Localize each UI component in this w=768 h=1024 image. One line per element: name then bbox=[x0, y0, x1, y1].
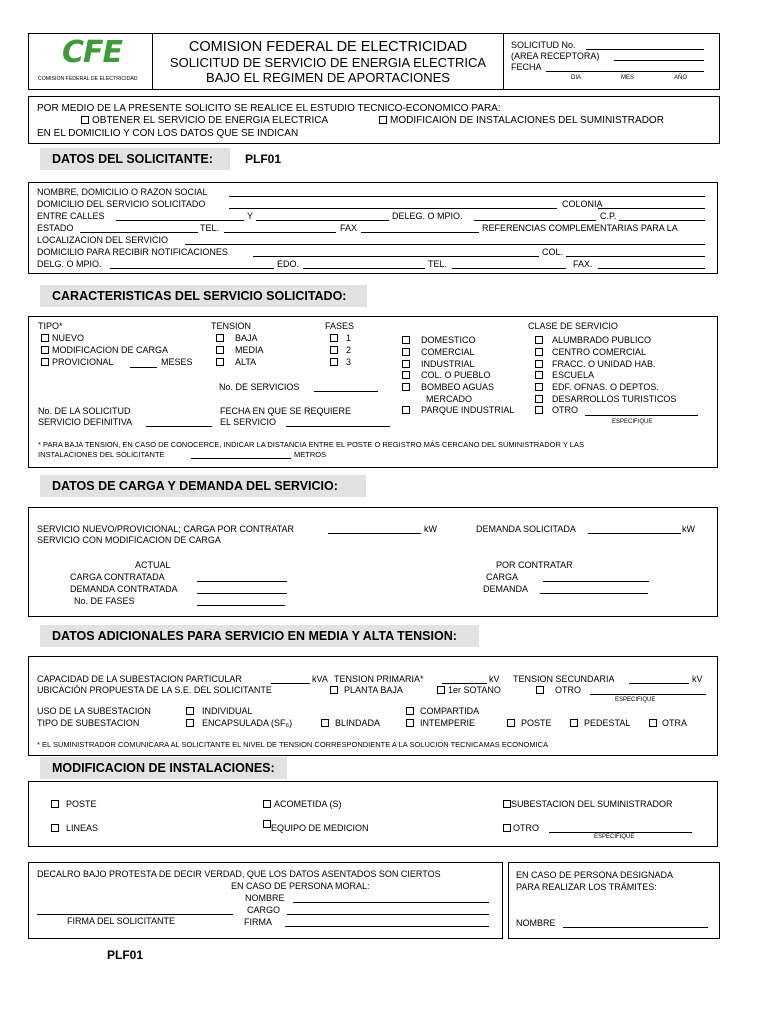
y-label: Y bbox=[247, 211, 254, 221]
opt-planta-baja[interactable] bbox=[330, 685, 403, 696]
estado-label: ESTADO bbox=[37, 223, 74, 233]
tel-field[interactable] bbox=[224, 232, 336, 233]
checkbox[interactable] bbox=[535, 348, 543, 356]
fase-3-label: 3 bbox=[346, 357, 352, 367]
checkbox[interactable] bbox=[41, 334, 49, 342]
checkbox[interactable] bbox=[535, 395, 543, 403]
no-fases-label: No. DE FASES bbox=[74, 596, 135, 606]
uso-bombeo-label: BOMBEO AGUAS bbox=[421, 382, 495, 392]
por-contratar-label: POR CONTRATAR bbox=[496, 560, 573, 570]
opt-otra[interactable] bbox=[649, 718, 687, 729]
moral-firma-field[interactable] bbox=[285, 926, 489, 927]
uso-col-pueblo[interactable] bbox=[402, 370, 491, 381]
declaro-text: DECALRO BAJO PROTESTA DE DECIR VERDAD, QUE LOS DATOS ASENTADOS SON CIERTOS bbox=[37, 869, 441, 879]
carga-modif-label: SERVICIO CON MODIFICACION DE CARGA bbox=[37, 535, 221, 545]
cp-field[interactable] bbox=[619, 220, 705, 221]
mod-poste[interactable] bbox=[51, 799, 97, 810]
delg-label: DELG. O MPIO. bbox=[37, 259, 102, 269]
clase-edf-label: EDF. OFNAS. O DEPTOS. bbox=[552, 382, 659, 392]
fecha-mes: MES bbox=[621, 75, 635, 81]
domicilio-notif-field[interactable] bbox=[253, 256, 539, 257]
tel2-label: TEL. bbox=[428, 259, 448, 269]
checkbox[interactable] bbox=[330, 334, 338, 342]
edo-label: EDO. bbox=[277, 259, 300, 269]
carga-kw: kW bbox=[424, 524, 437, 534]
fase-3[interactable] bbox=[330, 357, 351, 368]
tension-prim-field[interactable] bbox=[442, 683, 487, 684]
checkbox[interactable] bbox=[216, 334, 224, 342]
uso-industrial-label: INDUSTRIAL bbox=[421, 359, 475, 369]
tension-sec-field[interactable] bbox=[629, 683, 689, 684]
tipo-modificacion-label: MODIFICACION DE CARGA bbox=[52, 345, 169, 355]
solicitud-no-field[interactable] bbox=[586, 49, 704, 50]
demanda-contratada-field[interactable] bbox=[197, 593, 287, 594]
tension-prim-label: TENSION PRIMARIA* bbox=[334, 674, 424, 684]
localizacion-field[interactable] bbox=[185, 244, 705, 245]
especifique-label: ESPECIFIQUE bbox=[612, 419, 653, 425]
domicilio-notif-label: DOMICILIO PARA RECIBIR NOTIFICACIONES bbox=[37, 247, 228, 257]
deleg-field[interactable] bbox=[474, 220, 596, 221]
y-field[interactable] bbox=[256, 220, 389, 221]
estado-field[interactable] bbox=[80, 232, 198, 233]
referencias-label: REFERENCIAS COMPLEMENTARIAS PARA LA bbox=[482, 223, 678, 233]
fax2-label: FAX. bbox=[573, 259, 593, 269]
uso-label: USO DE LA SUBESTACION bbox=[37, 706, 151, 716]
header-divider-2 bbox=[503, 33, 504, 90]
uso-mercado-label: MERCADO bbox=[426, 394, 473, 404]
opt-individual-label: INDIVIDUAL bbox=[202, 706, 253, 716]
fecha-anio: AÑO bbox=[674, 75, 688, 81]
tension-baja[interactable] bbox=[216, 333, 258, 344]
cfe-logo-text: CFE bbox=[61, 35, 122, 70]
uso-parque[interactable] bbox=[402, 405, 514, 416]
checkbox[interactable] bbox=[535, 406, 543, 414]
section-solicitante: DATOS DEL SOLICITANTE: bbox=[40, 148, 230, 170]
fase-2-label: 2 bbox=[346, 345, 352, 355]
tension-media[interactable] bbox=[216, 345, 264, 356]
checkbox[interactable] bbox=[216, 346, 224, 354]
clase-otro-label: OTRO bbox=[552, 405, 578, 415]
edo-field[interactable] bbox=[303, 268, 425, 269]
mod-lineas-label: LINEAS bbox=[66, 823, 99, 833]
opt-individual[interactable] bbox=[186, 706, 253, 717]
firma-solicitante-line[interactable] bbox=[37, 914, 233, 915]
tipo-label: TIPO* bbox=[38, 321, 63, 331]
firma-solicitante-label: FIRMA DEL SOLICITANTE bbox=[67, 916, 176, 926]
kv2-label: kV bbox=[692, 674, 703, 684]
tipo-nuevo-label: NUEVO bbox=[52, 333, 85, 343]
fase-2[interactable] bbox=[330, 345, 351, 356]
deleg-label: DELEG. O MPIO. bbox=[392, 211, 463, 221]
carga-nuevo-label: SERVICIO NUEVO/PROVICIONAL; CARGA POR CONTRATAR bbox=[37, 524, 295, 534]
uso-col-pueblo-label: COL. O PUEBLO bbox=[421, 370, 491, 380]
opt-planta-baja-label: PLANTA BAJA bbox=[344, 685, 403, 695]
checkbox[interactable] bbox=[186, 707, 194, 715]
clase-alumbrado[interactable] bbox=[535, 335, 651, 346]
meses-label: MESES bbox=[161, 357, 193, 367]
nota-suministrador: * EL SUMINISTRADOR COMUNICARA AL SOLICITANTE EL NIVEL DE TENSION CORRESPONDIENTE A LA SOLUCION TECNICAMAS ECONOMICA bbox=[37, 740, 549, 749]
intro-line-3: EN EL DOMICILIO Y CON LOS DATOS QUE SE INDICAN bbox=[37, 128, 299, 139]
demanda-sol-label: DEMANDA SOLICITADA bbox=[476, 524, 576, 534]
cp-label: C.P. bbox=[600, 211, 617, 221]
fecha-dia: DIA bbox=[571, 75, 582, 81]
opt-poste-label: POSTE bbox=[521, 718, 552, 728]
mod-acometida[interactable] bbox=[263, 799, 342, 810]
tension-sec-label: TENSION SECUNDARIA bbox=[513, 674, 615, 684]
solicitud-no-label: SOLICITUD No. bbox=[511, 40, 576, 50]
tipo-provisional[interactable] bbox=[41, 357, 114, 368]
opt-otro-ubic[interactable] bbox=[536, 685, 581, 696]
tension-label: TENSION bbox=[211, 321, 252, 331]
checkbox[interactable] bbox=[402, 406, 410, 414]
mod-equipo[interactable] bbox=[263, 819, 369, 833]
mod-otro[interactable] bbox=[503, 823, 539, 834]
domicilio-field[interactable] bbox=[229, 208, 557, 209]
tipo-nuevo[interactable] bbox=[41, 333, 84, 344]
designada-line-1: EN CASO DE PERSONA DESIGNADA bbox=[516, 870, 674, 880]
option-obtener[interactable] bbox=[81, 115, 328, 127]
checkbox[interactable] bbox=[570, 719, 578, 727]
uso-domestico[interactable] bbox=[402, 335, 476, 346]
no-fases-field[interactable] bbox=[197, 605, 285, 606]
no-solicitud-label: No. DE LA SOLICITUD bbox=[38, 406, 131, 416]
actual-label: ACTUAL bbox=[135, 560, 171, 570]
por-demanda-field[interactable] bbox=[540, 593, 648, 594]
cfe-logo bbox=[38, 35, 146, 70]
designada-line-2: PARA REALIZAR LOS TRÁMITES: bbox=[516, 882, 657, 892]
designada-nombre-field[interactable] bbox=[563, 927, 708, 928]
demanda-kw: kW bbox=[682, 524, 695, 534]
fecha-req-label: FECHA EN QUE SE REQUIERE bbox=[220, 406, 352, 416]
nota-baja-tension: * PARA BAJA TENSION, EN CASO DE CONOCERCE, INDICAR LA DISTANCIA ENTRE EL POSTE O REGISTRO MÁS CERCANO DEL SUMINISTRADOR Y LAS bbox=[38, 440, 584, 449]
demanda-contratada-label: DEMANDA CONTRATADA bbox=[70, 584, 178, 594]
option-modificacion-label: MODIFICAION DE INSTALACIONES DEL SUMINISTRADOR bbox=[390, 115, 664, 126]
col-field[interactable] bbox=[566, 256, 705, 257]
form-subtitle-2: BAJO EL REGIMEN DE APORTACIONES bbox=[206, 70, 450, 85]
firma-label: FIRMA bbox=[244, 917, 272, 927]
checkbox[interactable] bbox=[51, 800, 59, 808]
clase-fracc-label: FRACC. O UNIDAD HAB. bbox=[552, 359, 656, 369]
opt-blindada[interactable] bbox=[321, 718, 380, 729]
delg-field[interactable] bbox=[110, 268, 274, 269]
checkbox[interactable] bbox=[321, 719, 329, 727]
mod-subestacion-label: SUBESTACION DEL SUMINISTRADOR bbox=[511, 799, 673, 809]
uso-domestico-label: DOMESTICO bbox=[421, 335, 476, 345]
checkbox[interactable] bbox=[402, 371, 410, 379]
por-demanda-label: DEMANDA bbox=[483, 584, 529, 594]
checkbox[interactable] bbox=[81, 116, 89, 124]
ubicacion-label: UBICACIÓN PROPUESTA DE LA S.E. DEL SOLICITANTE bbox=[37, 685, 272, 695]
clase-centro-label: CENTRO COMERCIAL bbox=[552, 347, 647, 357]
checkbox[interactable] bbox=[51, 824, 59, 832]
opt-pedestal-label: PEDESTAL bbox=[584, 718, 631, 728]
mod-subestacion[interactable] bbox=[503, 799, 673, 810]
opt-poste[interactable] bbox=[507, 718, 552, 729]
localizacion-label: LOCALIZACION DEL SERVICIO bbox=[37, 235, 169, 245]
uso-comercial-label: COMERCIAL bbox=[421, 347, 475, 357]
por-carga-label: CARGA bbox=[486, 572, 519, 582]
entre-calles-field[interactable] bbox=[116, 220, 244, 221]
fecha-req-field[interactable] bbox=[286, 426, 390, 427]
checkbox[interactable] bbox=[402, 383, 410, 391]
nombre-label: NOMBRE, DOMICILIO O RAZON SOCIAL bbox=[37, 187, 208, 197]
intro-line: POR MEDIO DE LA PRESENTE SOLICITO SE REALICE EL ESTUDIO TECNICO-ECONOMICO PARA: bbox=[37, 103, 501, 114]
opt-blindada-label: BLINDADA bbox=[335, 718, 381, 728]
fax-field[interactable] bbox=[361, 232, 479, 233]
moral-cargo-field[interactable] bbox=[287, 914, 489, 915]
carga-contratada-label: CARGA CONTRATADA bbox=[70, 572, 165, 582]
fase-1-label: 1 bbox=[346, 333, 352, 343]
por-carga-field[interactable] bbox=[543, 581, 649, 582]
opt-intemperie-label: INTEMPERIE bbox=[420, 718, 476, 728]
nota-instalaciones: INSTALACIONES DEL SOLICITANTE bbox=[38, 450, 165, 459]
serv-def-label: SERVICIO DEFINITIVA bbox=[38, 417, 133, 427]
distancia-field[interactable] bbox=[191, 458, 291, 459]
tension-alta[interactable] bbox=[216, 357, 256, 368]
entre-calles-label: ENTRE CALLES bbox=[37, 211, 105, 221]
persona-moral-label: EN CASO DE PERSONA MORAL: bbox=[231, 881, 370, 891]
mod-acometida-label: ACOMETIDA (S) bbox=[274, 799, 342, 809]
nombre-field[interactable] bbox=[229, 196, 705, 197]
clase-desarrollos[interactable] bbox=[535, 394, 676, 405]
opt-otra-label: OTRA bbox=[662, 718, 688, 728]
opt-encapsulada[interactable] bbox=[186, 718, 292, 729]
checkbox[interactable] bbox=[406, 719, 414, 727]
capacidad-field[interactable] bbox=[271, 683, 310, 684]
tipo-provisional-label: PROVICIONAL bbox=[52, 357, 114, 367]
especifique-label: ESPECIFIQUE bbox=[615, 697, 656, 703]
option-modificacion[interactable] bbox=[379, 115, 664, 127]
colonia-label: COLONIA bbox=[562, 199, 603, 209]
mod-equipo-label: EQUIPO DE MEDICION bbox=[271, 823, 369, 833]
checkbox[interactable] bbox=[406, 707, 414, 715]
fecha-label: FECHA bbox=[511, 62, 542, 72]
clase-centro[interactable] bbox=[535, 347, 646, 358]
form-code: PLF01 bbox=[245, 152, 282, 166]
clase-label: CLASE DE SERVICIO bbox=[528, 321, 618, 331]
clase-escuela[interactable] bbox=[535, 370, 594, 381]
uso-industrial[interactable] bbox=[402, 359, 475, 370]
clase-otro[interactable] bbox=[535, 405, 578, 416]
fases-label: FASES bbox=[325, 321, 355, 331]
especifique-label: ESPECIFIQUE bbox=[594, 834, 635, 840]
nombre-label: NOMBRE bbox=[245, 893, 285, 903]
col-label: COL. bbox=[542, 247, 564, 257]
area-receptora-label: (AREA RECEPTORA) bbox=[511, 51, 600, 61]
mod-otro-field[interactable] bbox=[549, 832, 692, 833]
kv1-label: kV bbox=[489, 674, 500, 684]
clase-edf[interactable] bbox=[535, 382, 659, 393]
checkbox[interactable] bbox=[507, 719, 515, 727]
clase-escuela-label: ESCUELA bbox=[552, 370, 595, 380]
tel-label: TEL. bbox=[200, 223, 220, 233]
section-caracteristicas: CARACTERISTICAS DEL SERVICIO SOLICITADO: bbox=[40, 285, 367, 307]
moral-nombre-field[interactable] bbox=[293, 902, 489, 903]
checkbox[interactable] bbox=[402, 348, 410, 356]
cfe-logo-caption: COMISION FEDERAL DE ELECTRICIDAD bbox=[38, 76, 138, 82]
fax2-field[interactable] bbox=[598, 268, 705, 269]
mod-otro-label: OTRO bbox=[513, 823, 539, 833]
opt-pedestal[interactable] bbox=[570, 718, 630, 729]
uso-comercial[interactable] bbox=[402, 347, 475, 358]
form-title: COMISION FEDERAL DE ELECTRICIDAD bbox=[188, 39, 468, 55]
checkbox[interactable] bbox=[535, 336, 543, 344]
tension-alta-label: ALTA bbox=[235, 357, 257, 367]
checkbox[interactable] bbox=[41, 346, 49, 354]
opt-intemperie[interactable] bbox=[406, 718, 475, 729]
checkbox[interactable] bbox=[535, 371, 543, 379]
opt-compartida-label: COMPARTIDA bbox=[420, 706, 480, 716]
designada-nombre-label: NOMBRE bbox=[516, 918, 556, 928]
checkbox[interactable] bbox=[503, 800, 511, 808]
uso-bombeo[interactable] bbox=[402, 382, 494, 393]
checkbox[interactable] bbox=[330, 686, 338, 694]
kva-label: kVA bbox=[312, 674, 328, 684]
clase-fracc[interactable] bbox=[535, 359, 656, 370]
serv-def-field[interactable] bbox=[146, 426, 212, 427]
carga-contratada-field[interactable] bbox=[197, 581, 287, 582]
checkbox[interactable] bbox=[330, 346, 338, 354]
option-obtener-label: OBTENER EL SERVICIO DE ENERGIA ELECTRICA bbox=[92, 115, 329, 126]
cargo-label: CARGO bbox=[247, 905, 281, 915]
demanda-sol-field[interactable] bbox=[588, 533, 681, 534]
checkbox[interactable] bbox=[536, 686, 544, 694]
checkbox[interactable] bbox=[216, 358, 224, 366]
checkbox[interactable] bbox=[437, 686, 445, 694]
fase-1[interactable] bbox=[330, 333, 351, 344]
el-servicio-label: EL SERVICIO bbox=[220, 417, 277, 427]
meses-field[interactable] bbox=[130, 367, 157, 368]
metros-label: METROS bbox=[294, 450, 327, 459]
mod-poste-label: POSTE bbox=[66, 799, 97, 809]
colonia-field[interactable] bbox=[598, 208, 705, 209]
section-adicionales: DATOS ADICIONALES PARA SERVICIO EN MEDIA Y ALTA TENSION: bbox=[40, 625, 479, 647]
no-servicios-label: No. DE SERVICIOS bbox=[219, 382, 300, 392]
clase-otro-field[interactable] bbox=[585, 415, 698, 416]
tipo-sub-label: TIPO DE SUBESTACION bbox=[37, 718, 140, 728]
tension-baja-label: BAJA bbox=[235, 333, 258, 343]
otro-ubic-field[interactable] bbox=[590, 694, 706, 695]
checkbox[interactable] bbox=[379, 116, 387, 124]
checkbox[interactable] bbox=[41, 358, 49, 366]
fecha-field[interactable] bbox=[546, 71, 704, 72]
checkbox[interactable] bbox=[503, 824, 511, 832]
no-servicios-field[interactable] bbox=[314, 391, 378, 392]
section-modificacion: MODIFICACION DE INSTALACIONES: bbox=[40, 757, 287, 779]
checkbox[interactable] bbox=[263, 820, 271, 828]
capacidad-label: CAPACIDAD DE LA SUBESTACION PARTICULAR bbox=[37, 674, 242, 684]
form-subtitle-1: SOLICITUD DE SERVICIO DE ENERGIA ELECTRICA bbox=[169, 55, 487, 70]
checkbox[interactable] bbox=[535, 383, 543, 391]
opt-compartida[interactable] bbox=[406, 706, 479, 717]
checkbox[interactable] bbox=[402, 360, 410, 368]
opt-sotano[interactable] bbox=[437, 685, 501, 696]
footer-code: PLF01 bbox=[107, 948, 144, 962]
checkbox[interactable] bbox=[535, 360, 543, 368]
uso-parque-label: PARQUE INDUSTRIAL bbox=[421, 405, 515, 415]
tension-media-label: MEDIA bbox=[235, 345, 264, 355]
tipo-modificacion[interactable] bbox=[41, 345, 168, 356]
checkbox[interactable] bbox=[649, 719, 657, 727]
tel2-field[interactable] bbox=[452, 268, 566, 269]
domicilio-label: DOMICILIO DEL SERVICIO SOLICITADO bbox=[37, 199, 206, 209]
clase-desarrollos-label: DESARROLLOS TURISTICOS bbox=[552, 394, 677, 404]
checkbox[interactable] bbox=[330, 358, 338, 366]
area-receptora-field[interactable] bbox=[614, 60, 704, 61]
opt-encapsulada-label: ENCAPSULADA (SF₆) bbox=[202, 718, 293, 728]
carga-contratar-field[interactable] bbox=[328, 533, 421, 534]
clase-alumbrado-label: ALUMBRADO PUBLICO bbox=[552, 335, 652, 345]
fax-label: FAX bbox=[340, 223, 358, 233]
checkbox[interactable] bbox=[402, 336, 410, 344]
opt-otro-ubic-label: OTRO bbox=[555, 685, 581, 695]
section-carga: DATOS DE CARGA Y DEMANDA DEL SERVICIO: bbox=[40, 475, 366, 497]
checkbox[interactable] bbox=[263, 800, 271, 808]
opt-sotano-label: 1er SOTANO bbox=[448, 685, 501, 695]
checkbox[interactable] bbox=[186, 719, 194, 727]
mod-lineas[interactable] bbox=[51, 823, 98, 834]
